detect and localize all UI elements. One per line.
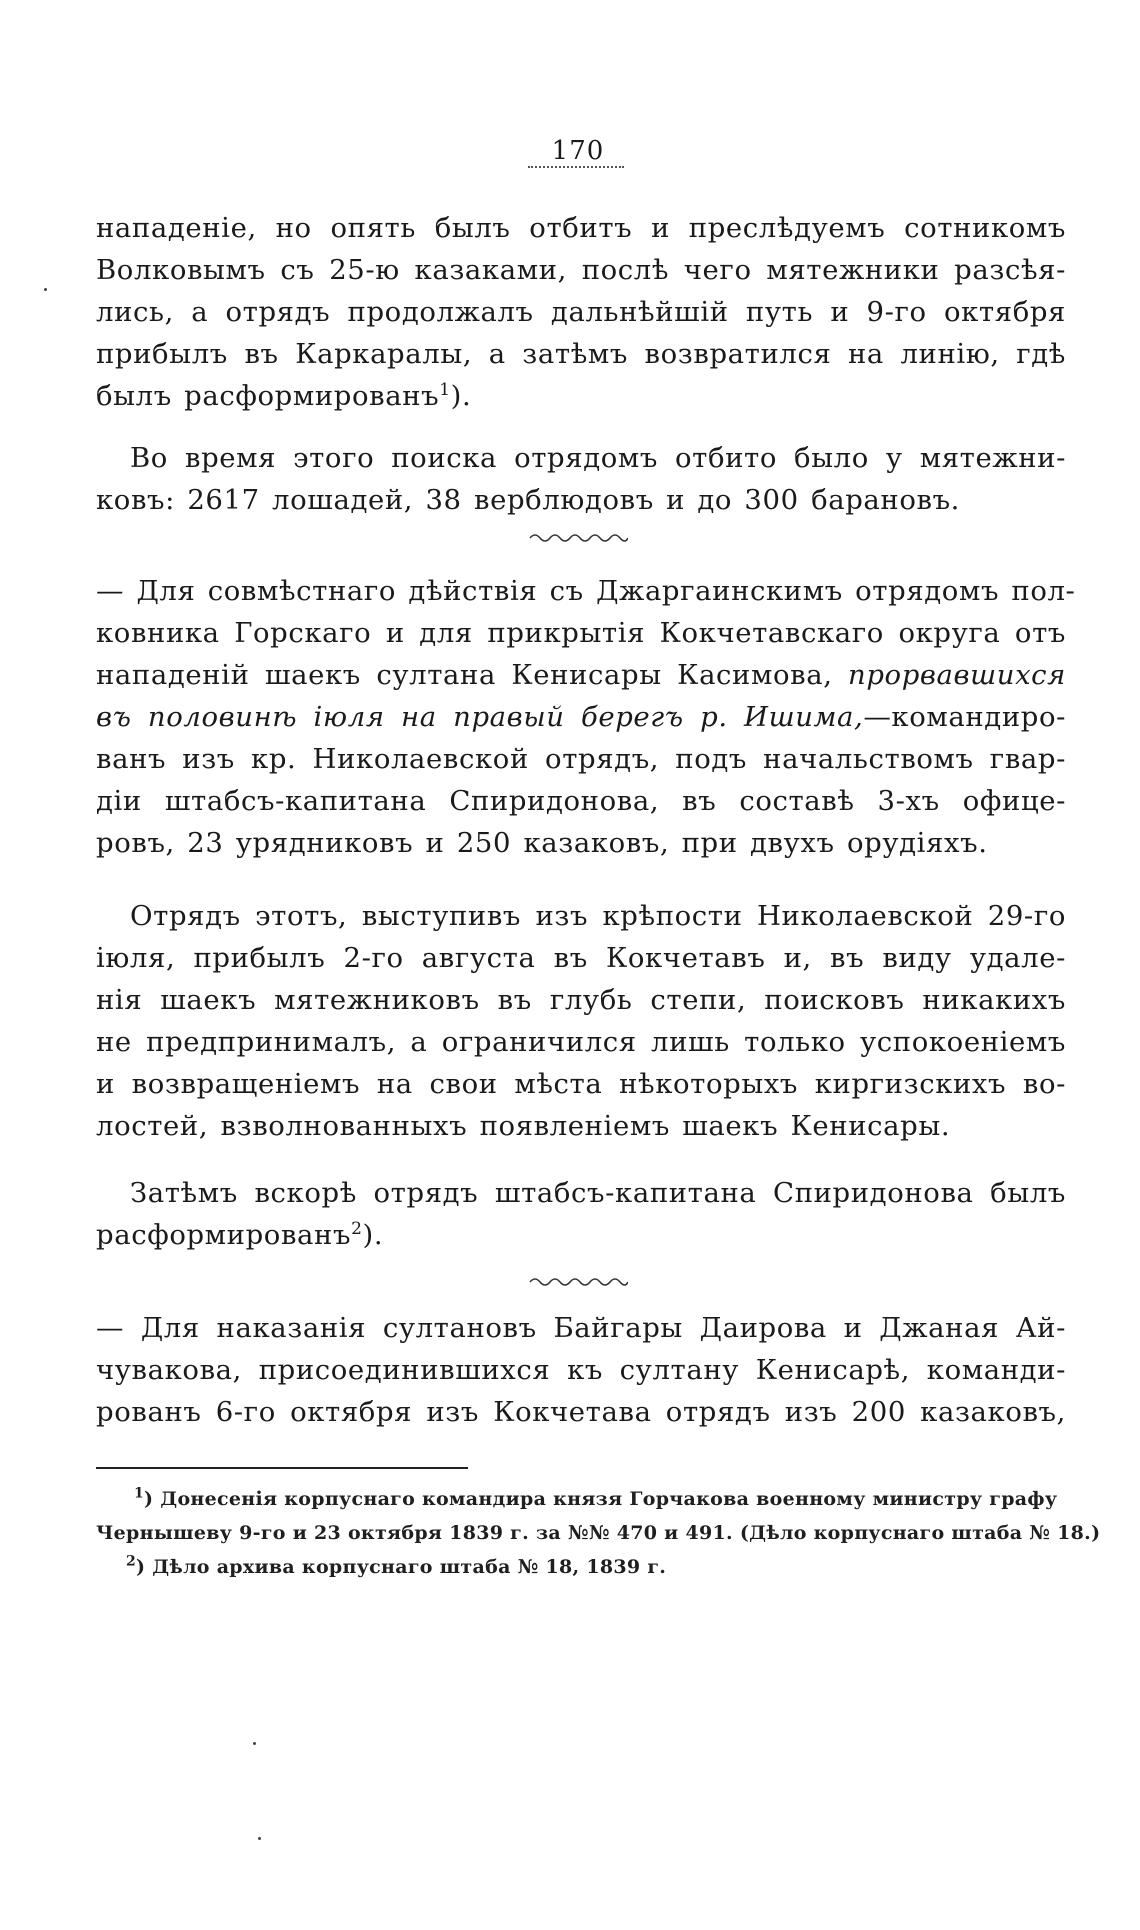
footnote-number: 1: [134, 1485, 145, 1502]
italic-text: въ половинѣ іюля на правый берегъ р. Ишима,: [96, 701, 864, 733]
text-line: не предпринималъ, а ограничился лишь только успокоеніемъ: [96, 1026, 1066, 1058]
text-line: нія шаекъ мятежниковъ въ глубь степи, поисковъ никакихъ: [96, 984, 1066, 1016]
footnotes: [96, 1482, 1101, 1584]
text-line: Отрядъ этотъ, выступивъ изъ крѣпости Николаевской 29-го: [130, 900, 1066, 932]
text-fragment: былъ расформированъ: [96, 380, 440, 412]
text-line: и возвращеніемъ на свои мѣста нѣкоторыхъ киргизскихъ во-: [96, 1068, 1066, 1100]
text-fragment: ).: [362, 1219, 384, 1251]
paragraph-1: [96, 207, 1066, 417]
footnote-ref-2: 2: [351, 1218, 363, 1239]
footnote-1-continued: Чернышеву 9-го и 23 октября 1839 г. за №№ 470 и 491. (Дѣло корпуснаго штаба № 18.): [96, 1522, 1101, 1544]
footnote-ref-1: 1: [439, 379, 451, 400]
text-line: [96, 696, 1066, 738]
footnote-separator: [96, 1467, 468, 1469]
paragraph-4: [96, 895, 1066, 1147]
footnote-number: 2: [126, 1553, 137, 1570]
page-number-underline: [528, 166, 624, 168]
text-line: рованъ 6-го октября изъ Кокчетава отрядъ изъ 200 казаковъ,: [96, 1396, 1066, 1428]
section-divider-ornament: [528, 1274, 628, 1288]
text-line: Во время этого поиска отрядомъ отбито было у мятежни-: [130, 442, 1066, 474]
text-line: ванъ изъ кр. Николаевской отрядъ, подъ начальствомъ гвар-: [96, 743, 1066, 775]
print-speck: [44, 288, 47, 291]
print-speck: [258, 1837, 261, 1840]
paragraph-3: [96, 570, 1076, 864]
text-fragment: —командиро-: [863, 701, 1066, 733]
text-line: [96, 1214, 1066, 1256]
text-line: лостей, взволнованныхъ появленіемъ шаекъ Кенисары.: [96, 1110, 951, 1142]
text-line: Затѣмъ вскорѣ отрядъ штабсъ-капитана Спиридонова былъ: [130, 1177, 1066, 1209]
footnote-2: [96, 1550, 1066, 1584]
section-divider-ornament: [528, 530, 628, 544]
text-line: прибылъ въ Каркаралы, а затѣмъ возвратился на линію, гдѣ: [96, 338, 1066, 370]
text-line: ровъ, 23 урядниковъ и 250 казаковъ, при двухъ орудіяхъ.: [96, 827, 988, 859]
text-line: [96, 375, 1066, 417]
text-line: чувакова, присоединившихся къ султану Кенисарѣ, команди-: [96, 1354, 1066, 1386]
text-line: діи штабсъ-капитана Спиридонова, въ составѣ 3-хъ офице-: [96, 785, 1066, 817]
footnote-text: ) Дѣло архива корпуснаго штаба № 18, 1839 г.: [136, 1556, 667, 1578]
print-speck: [253, 1742, 256, 1745]
text-line: лись, а отрядъ продолжалъ дальнѣйшій путь и 9-го октября: [96, 296, 1066, 328]
paragraph-5: [96, 1172, 1066, 1256]
paragraph-6: [96, 1307, 1066, 1433]
text-line: нападеніе, но опять былъ отбитъ и преслѣдуемъ сотникомъ: [96, 212, 1066, 244]
text-line: Волковымъ съ 25-ю казаками, послѣ чего мятежники разсѣя-: [96, 254, 1066, 286]
text-fragment: ).: [450, 380, 472, 412]
text-line: ковника Горскаго и для прикрытія Кокчетавскаго округа отъ: [96, 617, 1066, 649]
text-line: ковъ: 2617 лошадей, 38 верблюдовъ и до 300 барановъ.: [96, 484, 961, 516]
text-fragment: расформированъ: [96, 1219, 352, 1251]
italic-text: прорвавшихся: [848, 659, 1066, 691]
page-number: 170: [551, 136, 605, 166]
text-line: [96, 654, 1066, 696]
footnote-text: ) Донесенія корпуснаго командира князя Горчакова военному министру графу: [144, 1488, 1058, 1510]
text-line: іюля, прибылъ 2-го августа въ Кокчетавъ и, въ виду удале-: [96, 942, 1066, 974]
text-line: — Для совмѣстнаго дѣйствія съ Джаргаинскимъ отрядомъ пол-: [96, 575, 1076, 607]
paragraph-2: [96, 437, 1066, 521]
text-fragment: нападеній шаекъ султана Кенисары Касимова,: [96, 659, 849, 691]
text-line: — Для наказанія султановъ Байгары Даирова и Джаная Ай-: [96, 1312, 1066, 1344]
footnote-1: [96, 1482, 1066, 1516]
